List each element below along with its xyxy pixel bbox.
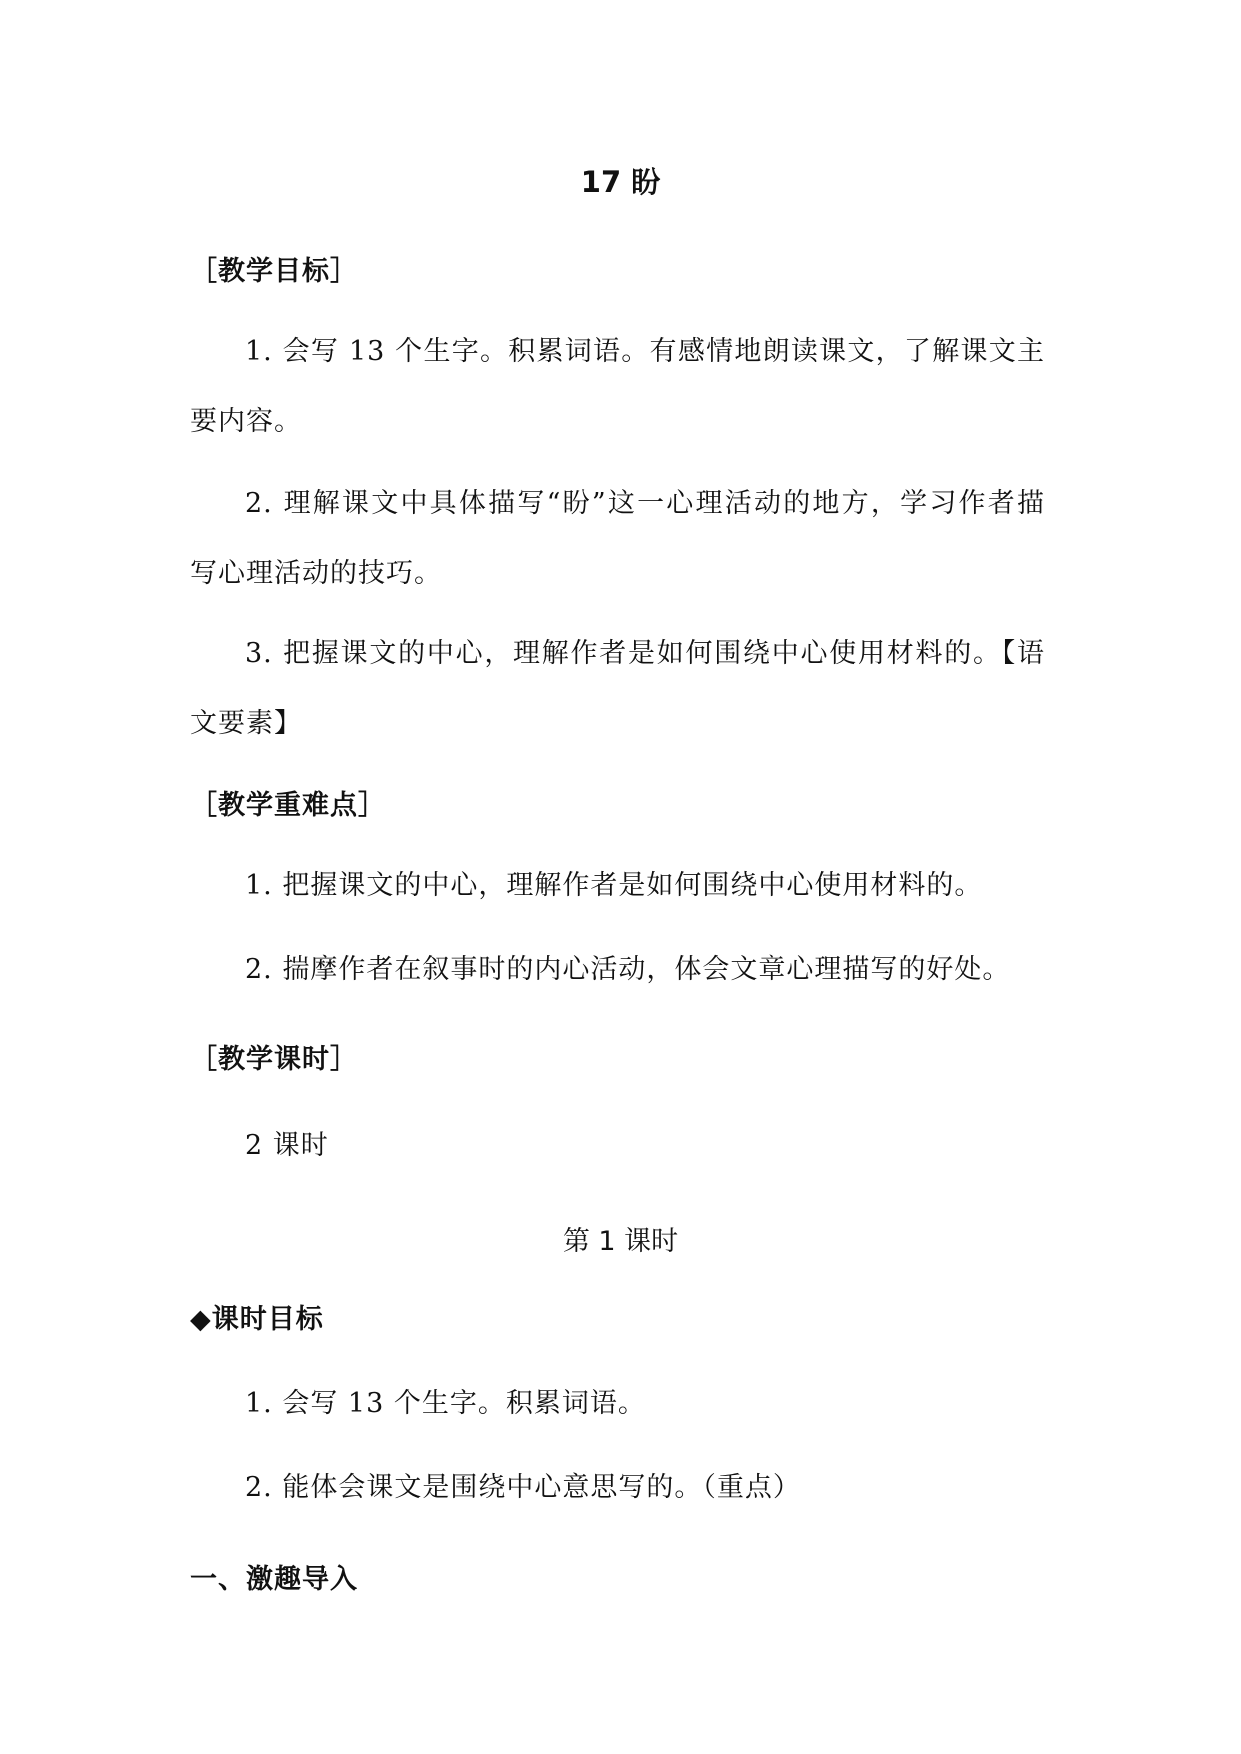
hours-value: 2 课时 — [245, 1130, 329, 1161]
goal-3-line-1: 3. 把握课文的中心，理解作者是如何围绕中心使用材料的。【语 — [245, 638, 1045, 669]
goal-2-line-1: 2. 理解课文中具体描写“盼”这一心理活动的地方，学习作者描 — [245, 488, 1045, 519]
document-title: 17 盼 — [580, 165, 661, 199]
key-point-1: 1. 把握课文的中心，理解作者是如何围绕中心使用材料的。 — [245, 870, 983, 901]
goal-2-line-2: 写心理活动的技巧。 — [190, 558, 442, 589]
goals-heading: ［教学目标］ — [190, 256, 358, 287]
goal-1-line-1: 1. 会写 13 个生字。积累词语。有感情地朗读课文，了解课文主 — [245, 336, 1045, 367]
goal-1-line-2: 要内容。 — [190, 406, 302, 437]
hours-heading: ［教学课时］ — [190, 1044, 358, 1075]
lesson-objectives-heading: ◆课时目标 — [190, 1304, 324, 1335]
part-one-heading: 一、激趣导入 — [190, 1564, 358, 1595]
key-points-heading: ［教学重难点］ — [190, 790, 386, 821]
lesson-1-subtitle: 第 1 课时 — [562, 1226, 679, 1257]
key-point-2: 2. 揣摩作者在叙事时的内心活动，体会文章心理描写的好处。 — [245, 954, 1011, 985]
lesson-objective-1: 1. 会写 13 个生字。积累词语。 — [245, 1388, 646, 1419]
goal-3-line-2: 文要素】 — [190, 708, 302, 739]
lesson-objective-2: 2. 能体会课文是围绕中心意思写的。（重点） — [245, 1472, 801, 1503]
